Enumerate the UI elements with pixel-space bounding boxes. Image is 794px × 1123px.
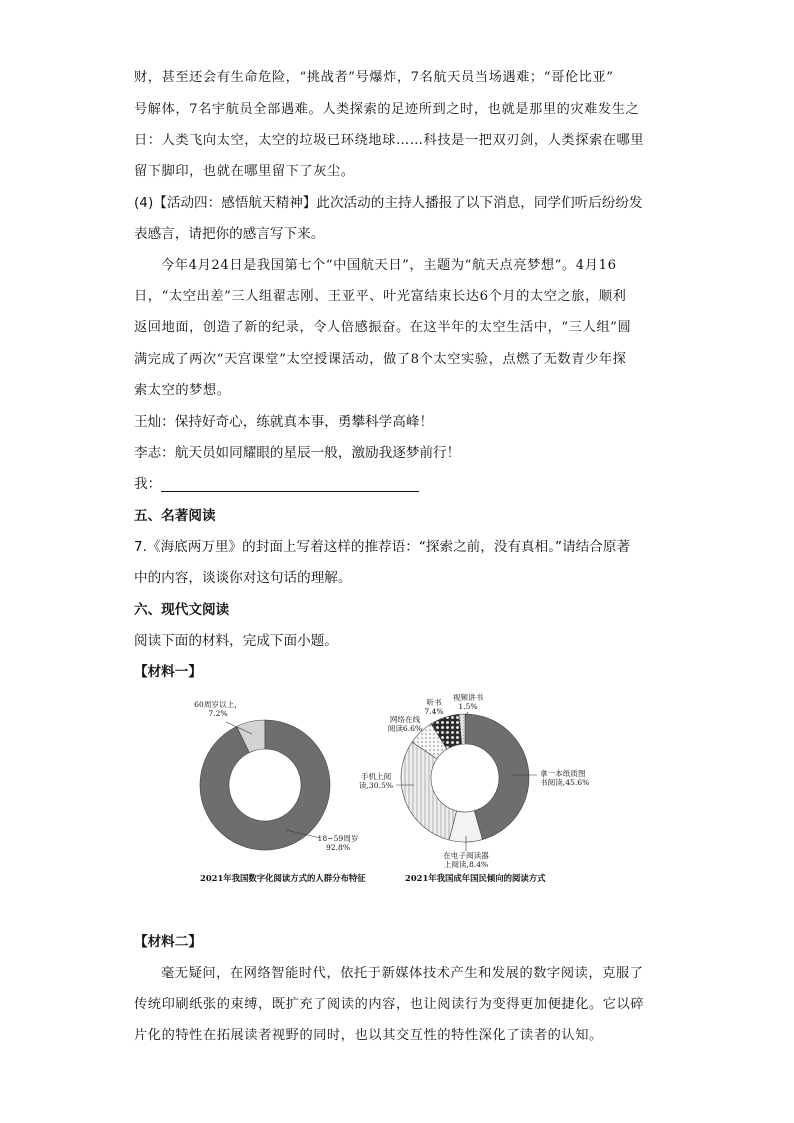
label-paper-book: 拿一本纸质图书阅读,45.6% [540,769,590,787]
section6-title: 六、现代文阅读 [134,602,230,618]
chart1-caption: 2021年我国数字化阅读方式的人群分布特征 [200,873,366,883]
q7-text: 中的内容，谈谈你对这句话的理解。 [134,570,352,586]
section5-title: 五、名著阅读 [134,508,216,524]
answer-line [134,472,419,492]
comment-lizhi: 李志：航天员如同耀眼的星辰一般，激励我逐梦前行！ [134,445,461,461]
news-line: 今年4月24日是我国第七个“中国航天日”，主题为“航天点亮梦想”。4月16 [161,258,617,273]
chart2-caption: 2021年我国成年国民倾向的阅读方式 [405,873,546,883]
news-line: 满完成了两次“天宫课堂”太空授课活动，做了8个太空实验，点燃了无数青少年探 [134,352,627,367]
label-60-plus: 60周岁以上， 7.2% [194,700,242,718]
passage-line: 号解体，7名宇航员全部遇难。人类探索的足迹所到之时，也就是那里的灾难发生之 [134,102,640,117]
label-mobile: 手机上阅读,30.5% [358,772,394,790]
label-18-59: 18~59周岁 92.8% [317,834,359,852]
material2-line: 传统印刷纸张的束缚，既扩充了阅读的内容，也让阅读行为变得更加便捷化。它以碎 [134,997,645,1012]
label-online: 网络在线阅读6.6% [387,715,423,733]
news-line: 日，“太空出差”三人组翟志刚、王亚平、叶光富结束长达6个月的太空之旅，顺利 [134,289,627,304]
passage-line: 留下脚印，也就在哪里留下了灰尘。 [134,164,355,179]
label-audiobook: 听书 7.4% [424,698,444,716]
material2-line: 片化的特性在拓展读者视野的同时，也以其交互性的特性深化了读者的认知。 [134,1028,603,1043]
label-e-reader: 在电子阅读器上阅读,8.4% [443,851,489,869]
activity4-question: 表感言，请把你的感言写下来。 [134,226,325,242]
comment-wangcan: 王灿：保持好奇心，练就真本事，勇攀科学高峰！ [134,414,434,430]
material2-line: 毫无疑问，在网络智能时代，依托于新媒体技术产生和发展的数字阅读，克服了 [161,966,644,981]
q7-text: 7.《海底两万里》的封面上写着这样的推荐语：“探索之前，没有真相。”请结合原著 [134,539,631,555]
news-line: 索太空的梦想。 [134,383,231,398]
passage-line: 日：人类飞向太空，太空的垃圾已环绕地球……科技是一把双刃剑，人类探索在哪里 [134,133,645,148]
me-label: 我： [134,476,162,492]
answer-blank[interactable] [161,477,419,492]
news-line: 返回地面，创造了新的纪录，令人倍感振奋。在这半年的太空生活中，“三人组”圆 [134,320,632,335]
activity4-question: (4)【活动四：感悟航天精神】此次活动的主持人播报了以下消息，同学们听后纷纷发 [134,195,643,211]
chart-reading-methods [359,692,589,869]
chart-age-distribution [194,699,358,852]
slice-18-59 [200,720,330,850]
label-video-book: 视频讲书 1.5% [452,693,484,711]
material2-label: 【材料二】 [134,934,202,950]
section6-instruction: 阅读下面的材料，完成下面小题。 [134,633,338,649]
material1-charts [0,680,794,940]
slice-mobile [401,742,457,840]
passage-line: 财，甚至还会有生命危险，“挑战者”号爆炸，7名航天员当场遇难；“哥伦比亚” [134,70,614,85]
material1-label: 【材料一】 [134,664,202,680]
